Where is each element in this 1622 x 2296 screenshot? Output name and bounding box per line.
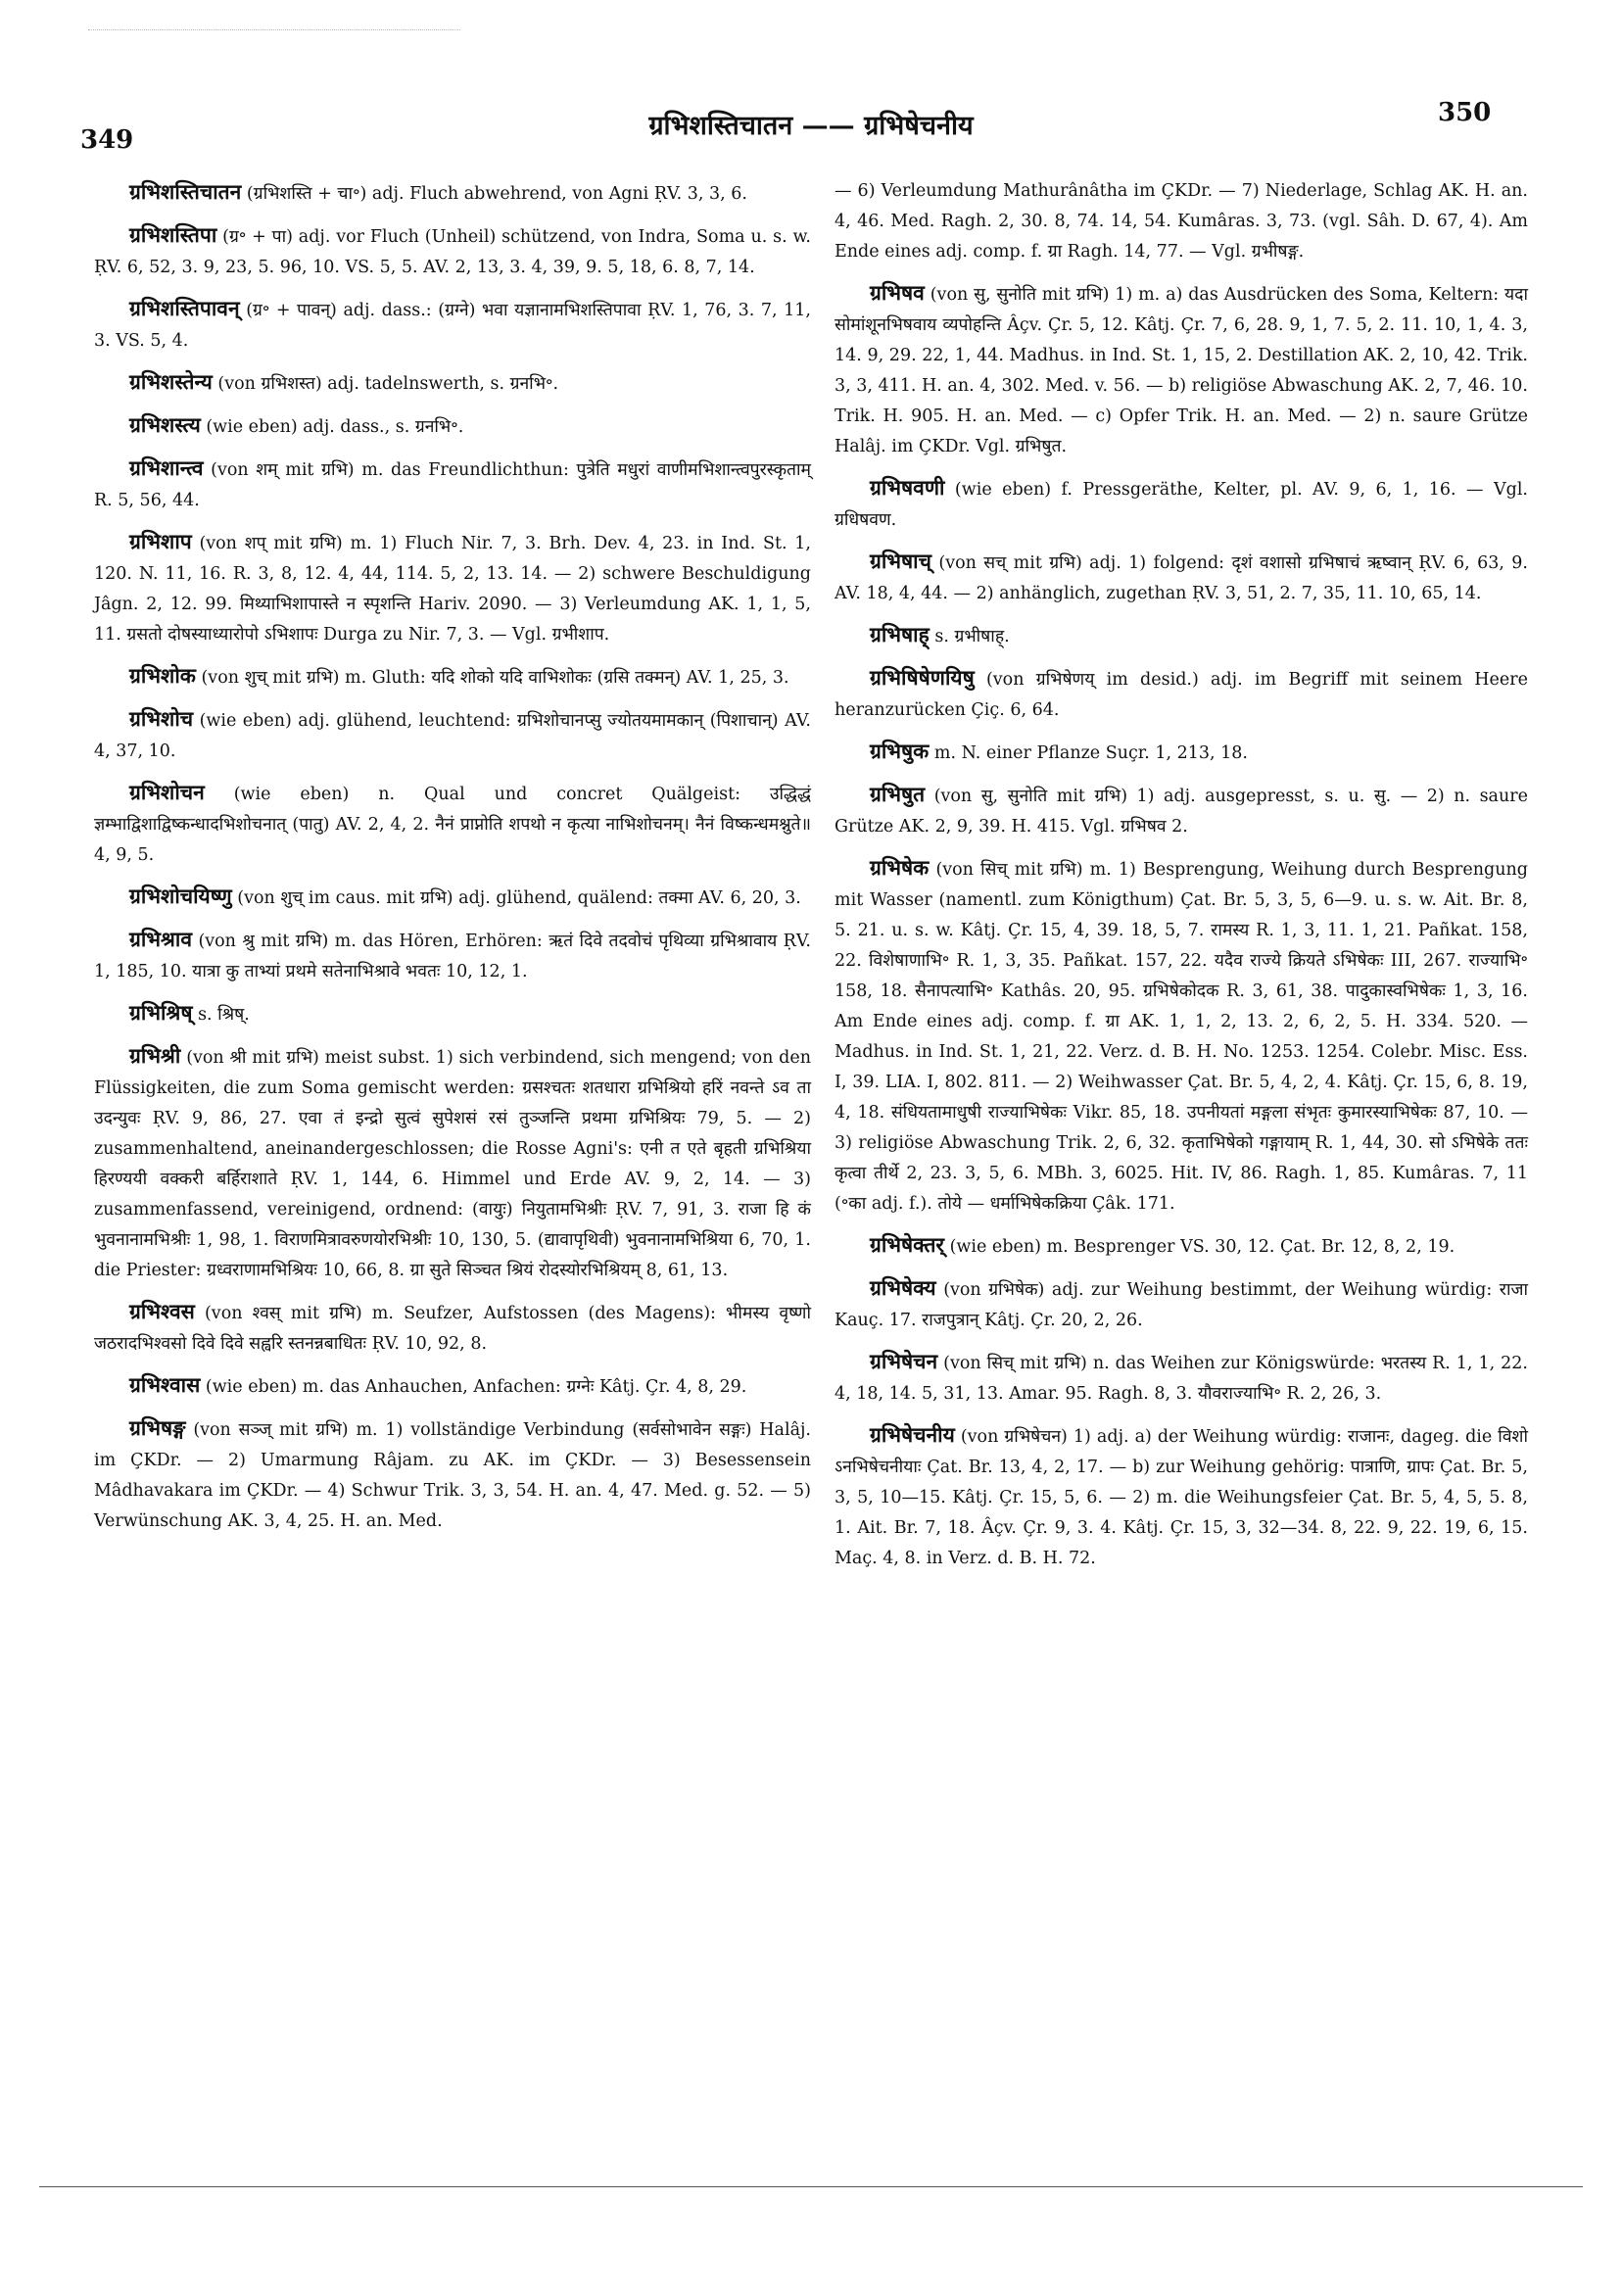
entry-definition: (von ग्रभिषेणय् im desid.) adj. im Begriff mit seinem Heere heranzurücken Çiç. 6, 64. (835, 670, 1528, 720)
entry-headword: ग्रभिषवणी (870, 475, 945, 500)
dictionary-entry (94, 453, 811, 516)
entry-definition: (von शुच् mit ग्रभि) m. Gluth: यदि शोको यदि वाभिशोकः (ग्रसि तक्मन्) AV. 1, 25, 3. (201, 668, 789, 688)
entry-headword: ग्रभिशोचन (129, 780, 205, 804)
entry-definition: (wie eben) adj. glühend, leuchtend: ग्रभिशोचानप्सु ज्योतयमामकान् (पिशाचान्) AV. 4, 37, 10. (94, 711, 811, 761)
dictionary-entry (835, 1272, 1528, 1336)
dictionary-entry (835, 662, 1528, 726)
dictionary-entry (835, 1229, 1528, 1263)
entry-headword: ग्रभिशस्तिपावन् (129, 296, 240, 320)
entry-definition: (wie eben) adj. dass., s. ग्रनभि॰. (206, 417, 464, 437)
entry-definition: (von सच् mit ग्रभि) adj. 1) folgend: दृशं वशासो ग्रभिषाचं ऋष्वान् ṚV. 6, 63, 9. AV. 18, 4, 44. — 2) anhänglich, zugethan ṚV. 3, 51, 2. 7, 35, 11. 10, 65, 14. (835, 553, 1528, 603)
entry-definition: (von ग्रभिषेचन) 1) adj. a) der Weihung würdig: राजानः, dageg. die विशो ऽनभिषेचनीयाः Çat. Br. 13, 4, 2, 17. — b) zur Weihung gehörig: पात्राणि, ग्रापः Çat. Br. 5, 3, 5, 10—15. Kâtj. Çr. 15, 5, 6. — 2) m. die Weihungsfeier Çat. Br. 5, 4, 5, 5. 8, 1. Ait. Br. 7, 18. Âçv. Çr. 9, 3. 4. Kâtj. Çr. 15, 3, 32—34. 8, 22. 9, 22. 19, 6, 15. Maç. 4, 8. in Verz. d. B. H. 72. (835, 1427, 1528, 1568)
entry-definition: (wie eben) n. Qual und concret Quälgeist: उद्धिद्धं ज्ञम्भाद्विशाद्विष्कन्धादभिशोचनात् (पातु) AV. 2, 4, 2. नैनं प्राप्नोति शपथो न कृत्या नाभिशोचनम्। नैनं विष्कन्धमश्नुते॥ 4, 9, 5. (94, 785, 811, 865)
entry-headword: ग्रभिशस्त्य (129, 412, 201, 437)
dictionary-entry (94, 366, 811, 400)
dictionary-entry (94, 997, 811, 1030)
entry-definition: (von सञ्ज् mit ग्रभि) m. 1) vollständige Verbindung (सर्वसोभावेन सङ्गः) Halâj. im ÇKDr. — 2) Umarmung Râjam. zu AK. im ÇKDr. — 3) Besessensein Mâdhavakara im ÇKDr. — 4) Schwur Trik. 3, 3, 54. H. an. 4, 47. Med. g. 52. — 5) Verwünschung AK. 3, 4, 25. H. an. Med. (94, 1420, 811, 1531)
dictionary-entry (94, 219, 811, 283)
entry-definition: (von शप् mit ग्रभि) m. 1) Fluch Nir. 7, 3. Brh. Dev. 4, 23. in Ind. St. 1, 120. N. 11, 16. R. 3, 8, 12. 4, 44, 114. 5, 2, 13. 14. — 2) schwere Beschuldigung Jâgn. 2, 12. 99. मिथ्याभिशापास्ते न स्पृशन्ति Hariv. 2090. — 3) Verleumdung AK. 1, 1, 5, 11. ग्रसतो दोषस्याध्यारोपो ऽभिशापः Durga zu Nir. 7, 3. — Vgl. ग्रभीशाप. (94, 534, 811, 645)
entry-headword: ग्रभिषव (870, 280, 925, 305)
dictionary-entry (94, 1296, 811, 1360)
entry-headword: ग्रभिषाच् (870, 549, 931, 573)
dictionary-entry (835, 176, 1528, 267)
entry-headword: ग्रभिषुत (870, 782, 926, 806)
dictionary-entry (94, 777, 811, 871)
running-header: ग्रभिशस्तिचातन —— ग्रभिषेचनीय (648, 111, 974, 141)
entry-definition: (wie eben) m. das Anhauchen, Anfachen: ग्रग्नेः Kâtj. Çr. 4, 8, 29. (205, 1377, 747, 1397)
entry-headword: ग्रभिश्रिष् (129, 1000, 193, 1025)
entry-headword: ग्रभिषिषेणयिषु (870, 665, 975, 690)
dictionary-entry (94, 703, 811, 767)
entry-headword: ग्रभिशस्तिचातन (129, 179, 242, 204)
dictionary-entry (835, 1419, 1528, 1574)
dictionary-entry (94, 924, 811, 987)
dictionary-entry (94, 881, 811, 914)
dictionary-entry (835, 852, 1528, 1220)
dictionary-entry (94, 660, 811, 694)
right-column (835, 176, 1528, 1584)
entry-definition: m. N. einer Pflanze Suçr. 1, 213, 18. (933, 743, 1248, 763)
entry-definition: (von श्री mit ग्रभि) meist subst. 1) sich verbindend, sich mengend; von den Flüssigkeiten, die zum Soma gemischt werden: ग्रसश्चतः शतधारा ग्रभिश्रियो हरिं नवन्ते ऽव ता उदन्युवः ṚV. 9, 86, 27. एवा तं इन्द्रो सुत्वं सुपेशसं रसं तुञ्जन्ति प्रथमा ग्रभिश्रियः 79, 5. — 2) zusammenhaltend, aneinandergeschlossen; die Rosse Agni's: एनी त एते बृहती ग्रभिश्रिया हिरण्ययी वक्करी बर्हिराशाते ṚV. 1, 144, 6. Himmel und Erde AV. 9, 2, 14. — 3) zusammenfassend, vereinigend, ordnend: (वायुः) नियुतामभिश्रीः ṚV. 7, 91, 3. राजा हि कं भुवनानामभिश्रीः 1, 98, 1. विराणमित्रावरुणयोरभिश्रीः 10, 130, 5. (द्यावापृथिवी) भुवनानामभिश्रिया 6, 70, 1. die Priester: ग्रध्वराणामभिश्रियः 10, 66, 8. ग्रा सुते सिञ्चत श्रियं रोदस्योरभिश्रियम् 8, 61, 13. (94, 1048, 811, 1280)
dictionary-entry (94, 526, 811, 650)
entry-headword: ग्रभिषुक (870, 739, 930, 763)
entry-definition: s. ग्रभीषाह्. (934, 627, 1010, 646)
dictionary-entry (94, 409, 811, 443)
left-column (94, 176, 811, 1547)
entry-headword: ग्रभिषेचनीय (870, 1422, 955, 1447)
page-number-left: 349 (80, 125, 134, 155)
entry-definition: (von शम् mit ग्रभि) m. das Freundlichthun: पुत्रेति मधुरां वाणीमभिशान्त्वपुरस्कृताम् R. 5, 56, 44. (94, 460, 811, 510)
entry-definition: (ग्र॰ + पा) adj. vor Fluch (Unheil) schützend, von Indra, Soma u. s. w. ṚV. 6, 52, 3. 9, 23, 5. 96, 10. VS. 5, 5. AV. 2, 13, 3. 4, 39, 9. 5, 18, 6. 8, 7, 14. (94, 227, 811, 277)
entry-definition: (ग्रभिशस्ति + चा॰) adj. Fluch abwehrend, von Agni ṚV. 3, 3, 6. (246, 184, 747, 204)
entry-headword: ग्रभिशोच (129, 706, 194, 731)
entry-headword: ग्रभिषेक्य (870, 1275, 936, 1300)
entry-definition: (von श्रु mit ग्रभि) m. das Hören, Erhören: ऋतं दिवे तदवोचं पृथिव्या ग्रभिश्रावाय ṚV. 1, 185, 10. यात्रा कु ताभ्यां प्रथमे सतेनाभिश्रावे भवतः 10, 12, 1. (94, 932, 811, 981)
entry-definition: (von ग्रभिशस्त) adj. tadelnswerth, s. ग्रनभि॰. (217, 374, 559, 394)
dictionary-entry (835, 1346, 1528, 1410)
dictionary-entry (94, 293, 811, 357)
entry-definition: (von सिच् mit ग्रभि) m. 1) Besprengung, Weihung durch Besprengung mit Wasser (namentl. zum Königthum) Çat. Br. 5, 3, 5, 6—9. u. s. w. Ait. Br. 8, 5. 21. u. s. w. Kâtj. Çr. 15, 4, 39. 18, 5, 7. रामस्य R. 1, 3, 11. 1, 21. Pañkat. 158, 22. विशेषाणाभि॰ R. 1, 3, 35. Pañkat. 157, 22. यदैव राज्ये क्रियते ऽभिषेकः III, 267. राज्याभि॰ 158, 18. सैनापत्याभि॰ Kathâs. 20, 95. ग्रभिषेकोदक R. 3, 61, 38. पादुकास्वभिषेकः 1, 3, 16. Am Ende eines adj. comp. f. ग्रा AK. 1, 1, 2, 13. 2, 6, 2, 5. H. 334. 520. — Madhus. in Ind. St. 1, 21, 22. Verz. d. B. H. No. 1253. 1254. Colebr. Misc. Ess. I, 39. LIA. I, 802. 811. — 2) Weihwasser Çat. Br. 5, 4, 2, 4. Kâtj. Çr. 15, 6, 8. 19, 4, 18. संधियतामाधुषी राज्याभिषेकः Vikr. 85, 18. उपनीयतां मङ्गला संभृतः कुमारस्याभिषेकः 87, 10. — 3) religiöse Abwaschung Trik. 2, 6, 32. कृताभिषेको गङ्गायाम् R. 1, 44, 30. सो ऽभिषेके ततः कृत्वा तीर्थे 2, 23. 3, 5, 6. MBh. 3, 6025. Hit. IV, 86. Ragh. 1, 85. Kumâras. 7, 11 (॰का adj. f.). तोये — धर्माभिषेकक्रिया Çâk. 171. (835, 860, 1528, 1214)
footer-rule (39, 2186, 1583, 2187)
entry-definition: (wie eben) m. Besprenger VS. 30, 12. Çat. Br. 12, 8, 2, 19. (949, 1237, 1455, 1257)
dictionary-entry (94, 1369, 811, 1403)
entry-definition: (von श्वस् mit ग्रभि) m. Seufzer, Aufstossen (des Magens): भीमस्य वृष्णो जठरादभिश्वसो दिवे दिवे सह्वरि स्तनन्नबाधितः ṚV. 10, 92, 8. (94, 1304, 811, 1354)
dictionary-entry (835, 472, 1528, 536)
entry-headword: ग्रभिषेक (870, 855, 930, 880)
scan-artifact (88, 29, 460, 30)
dictionary-entry (835, 619, 1528, 652)
entry-definition: — 6) Verleumdung Mathurânâtha im ÇKDr. — 7) Niederlage, Schlag AK. H. an. 4, 46. Med. Ragh. 2, 30. 8, 74. 14, 54. Kumâras. 3, 73. (vgl. Sâh. D. 67, 4). Am Ende eines adj. comp. f. ग्रा Ragh. 14, 77. — Vgl. ग्रभीषङ्ग. (835, 181, 1528, 262)
entry-headword: ग्रभिशान्त्व (129, 455, 204, 480)
entry-definition: s. श्रिष्. (198, 1005, 250, 1025)
dictionary-entry (835, 736, 1528, 769)
page-number-right: 350 (1438, 98, 1492, 127)
entry-definition: (von सु, सुनोति mit ग्रभि) 1) adj. ausgepresst, s. u. सु. — 2) n. saure Grütze AK. 2, 9, 39. H. 415. Vgl. ग्रभिषव 2. (835, 787, 1528, 837)
entry-headword: ग्रभिशस्तेन्य (129, 369, 213, 394)
entry-definition: (wie eben) f. Pressgeräthe, Kelter, pl. AV. 9, 6, 1, 16. — Vgl. ग्रधिषवण. (835, 480, 1528, 530)
dictionary-entry (94, 176, 811, 210)
entry-headword: ग्रभिषेक्तर् (870, 1232, 944, 1257)
entry-definition: (von सिच् mit ग्रभि) n. das Weihen zur Königswürde: भरतस्य R. 1, 1, 22. 4, 18, 14. 5, 31, 13. Amar. 95. Ragh. 8, 3. यौवराज्याभि॰ R. 2, 26, 3. (835, 1354, 1528, 1404)
entry-headword: ग्रभिषाह् (870, 622, 930, 646)
entry-headword: ग्रभिश्वस (129, 1299, 195, 1323)
entry-headword: ग्रभिशाप (129, 529, 192, 553)
dictionary-entry (835, 277, 1528, 462)
dictionary-entry (94, 1412, 811, 1537)
entry-headword: ग्रभिषङ्ग (129, 1415, 186, 1440)
entry-headword: ग्रभिषेचन (870, 1349, 938, 1373)
entry-headword: ग्रभिश्राव (129, 927, 193, 951)
dictionary-entry (835, 779, 1528, 842)
entry-definition: (von शुच् im caus. mit ग्रभि) adj. glühend, quälend: तक्मा AV. 6, 20, 3. (237, 888, 801, 908)
entry-headword: ग्रभिश्री (129, 1043, 181, 1068)
entry-headword: ग्रभिशोचयिष्णु (129, 884, 232, 908)
entry-headword: ग्रभिशस्तिपा (129, 222, 217, 247)
entry-definition: (ग्र॰ + पावन्) adj. dass.: (ग्रग्ने) भवा यज्ञानामभिशस्तिपावा ṚV. 1, 76, 3. 7, 11, 3. VS. 5, 4. (94, 301, 811, 351)
entry-definition: (von सु, सुनोति mit ग्रभि) 1) m. a) das Ausdrücken des Soma, Keltern: यदा सोमांशूनभिषवाय व्यपोहन्ति Âçv. Çr. 5, 12. Kâtj. Çr. 7, 6, 28. 9, 1, 7. 5, 2. 11. 10, 1, 4. 3, 14. 9, 29. 22, 1, 44. Madhus. in Ind. St. 1, 15, 2. Destillation AK. 2, 10, 42. Trik. 3, 3, 411. H. an. 4, 302. Med. v. 56. — b) religiöse Abwaschung AK. 2, 7, 46. 10. Trik. H. 905. H. an. Med. — c) Opfer Trik. H. an. Med. — 2) n. saure Grütze Halâj. im ÇKDr. Vgl. ग्रभिषुत. (835, 285, 1528, 456)
dictionary-entry (835, 546, 1528, 609)
dictionary-entry (94, 1040, 811, 1286)
entry-definition: (von ग्रभिषेक) adj. zur Weihung bestimmt, der Weihung würdig: राजा Kauç. 17. राजपुत्रान् Kâtj. Çr. 20, 2, 26. (835, 1280, 1528, 1330)
entry-headword: ग्रभिशोक (129, 663, 196, 688)
entry-headword: ग्रभिश्वास (129, 1372, 201, 1397)
